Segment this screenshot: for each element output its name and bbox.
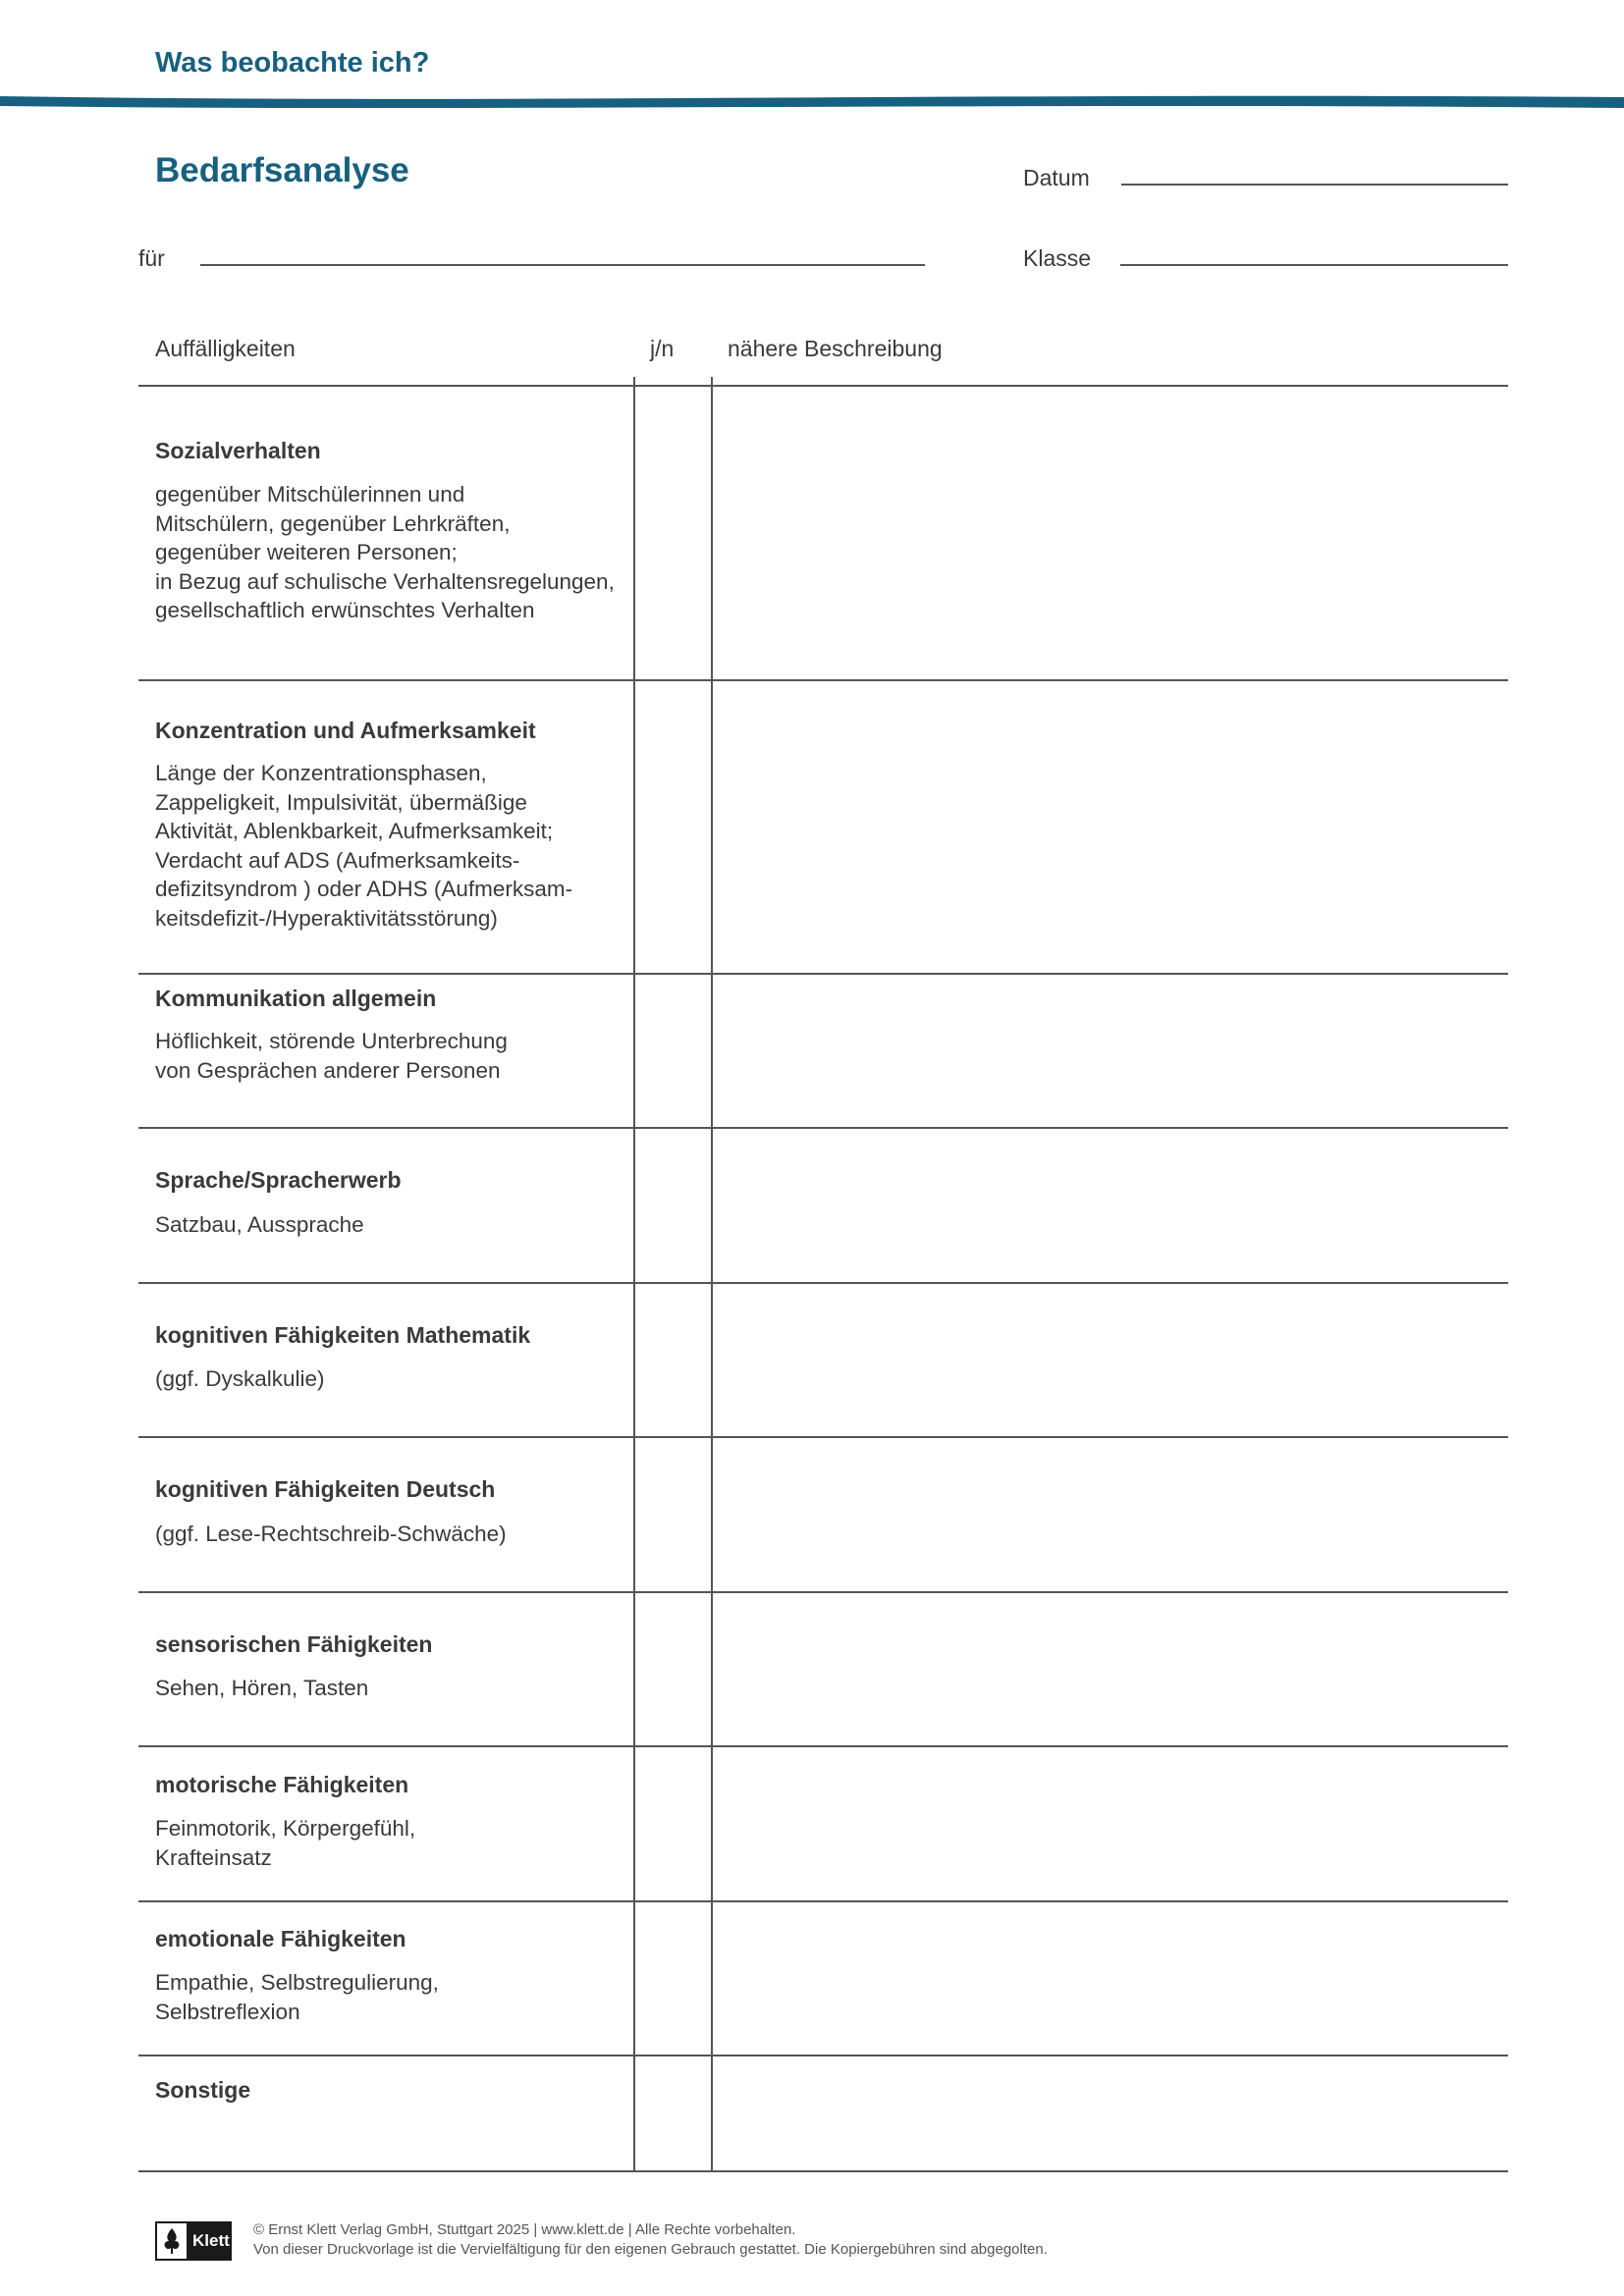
table-rule — [138, 2170, 1508, 2172]
table-rule — [138, 2055, 1508, 2056]
page-title: Bedarfsanalyse — [155, 151, 409, 189]
class-label: Klasse — [1023, 245, 1092, 271]
row-title: kognitiven Fähigkeiten Deutsch — [155, 1476, 496, 1502]
for-label: für — [138, 245, 165, 271]
date-label: Datum — [1023, 165, 1090, 190]
row-description: Satzbau, Aussprache — [155, 1212, 364, 1237]
row-description: gegenüber Mitschülerinnen und Mitschülern, gegenüber Lehrkräften, gegenüber weiteren Personen; in Bezug auf schulische Verhaltensregelungen, gesellschaftlich erwünschtes Verhalten — [155, 482, 615, 622]
class-field-line[interactable] — [1120, 264, 1508, 266]
row-title: Sozialverhalten — [155, 438, 321, 463]
row-title: Sprache/Spracherwerb — [155, 1167, 402, 1193]
table-rule — [138, 679, 1508, 681]
row-description: Sehen, Hören, Tasten — [155, 1676, 369, 1700]
row-title: emotionale Fähigkeiten — [155, 1926, 406, 1951]
date-field-line[interactable] — [1121, 184, 1508, 186]
row-description: Länge der Konzentrationsphasen, Zappeligkeit, Impulsivität, übermäßige Aktivität, Ablenkbarkeit, Aufmerksamkeit; Verdacht auf ADS (Aufmerksamkeits- defizitsyndrom ) oder ADHS (Aufmerksam- keitsdefizit-/Hyperaktivitätsstörung) — [155, 761, 573, 931]
klett-logo — [155, 2221, 232, 2261]
table-rule — [138, 1591, 1508, 1593]
column-header-yes-no: j/n — [650, 336, 675, 361]
row-title: Sonstige — [155, 2077, 251, 2103]
row-title: kognitiven Fähigkeiten Mathematik — [155, 1322, 531, 1348]
row-description: Höflichkeit, störende Unterbrechung von Gesprächen anderer Personen — [155, 1029, 508, 1083]
column-divider — [633, 377, 635, 2171]
header-band — [0, 90, 1624, 114]
table-rule — [138, 1127, 1508, 1129]
table-rule — [138, 385, 1508, 387]
table-rule — [138, 1745, 1508, 1747]
row-title: Kommunikation allgemein — [155, 986, 437, 1011]
row-description: (ggf. Lese-Rechtschreib-Schwäche) — [155, 1522, 507, 1546]
row-description: Empathie, Selbstregulierung, Selbstreflexion — [155, 1970, 439, 2024]
row-title: motorische Fähigkeiten — [155, 1772, 409, 1797]
header-title: Was beobachte ich? — [155, 47, 430, 79]
table-rule — [138, 1436, 1508, 1438]
row-title: sensorischen Fähigkeiten — [155, 1631, 433, 1657]
row-description: (ggf. Dyskalkulie) — [155, 1366, 325, 1391]
row-description: Feinmotorik, Körpergefühl, Krafteinsatz — [155, 1816, 416, 1870]
table-rule — [138, 1282, 1508, 1284]
column-header-category: Auffälligkeiten — [155, 336, 296, 361]
column-divider — [711, 377, 713, 2171]
leaf-icon — [155, 2221, 189, 2261]
table-rule — [138, 973, 1508, 975]
row-title: Konzentration und Aufmerksamkeit — [155, 718, 536, 743]
table-rule — [138, 1900, 1508, 1902]
for-field-line[interactable] — [200, 264, 925, 266]
column-header-description: nähere Beschreibung — [728, 336, 943, 361]
copyright-text: © Ernst Klett Verlag GmbH, Stuttgart 2025 | www.klett.de | Alle Rechte vorbehalten. — [253, 2221, 796, 2238]
logo-text: Klett — [192, 2231, 230, 2250]
usage-note: Von dieser Druckvorlage ist die Vervielfältigung für den eigenen Gebrauch gestattet. Die Kopiergebühren sind abgegolten. — [253, 2241, 1048, 2258]
